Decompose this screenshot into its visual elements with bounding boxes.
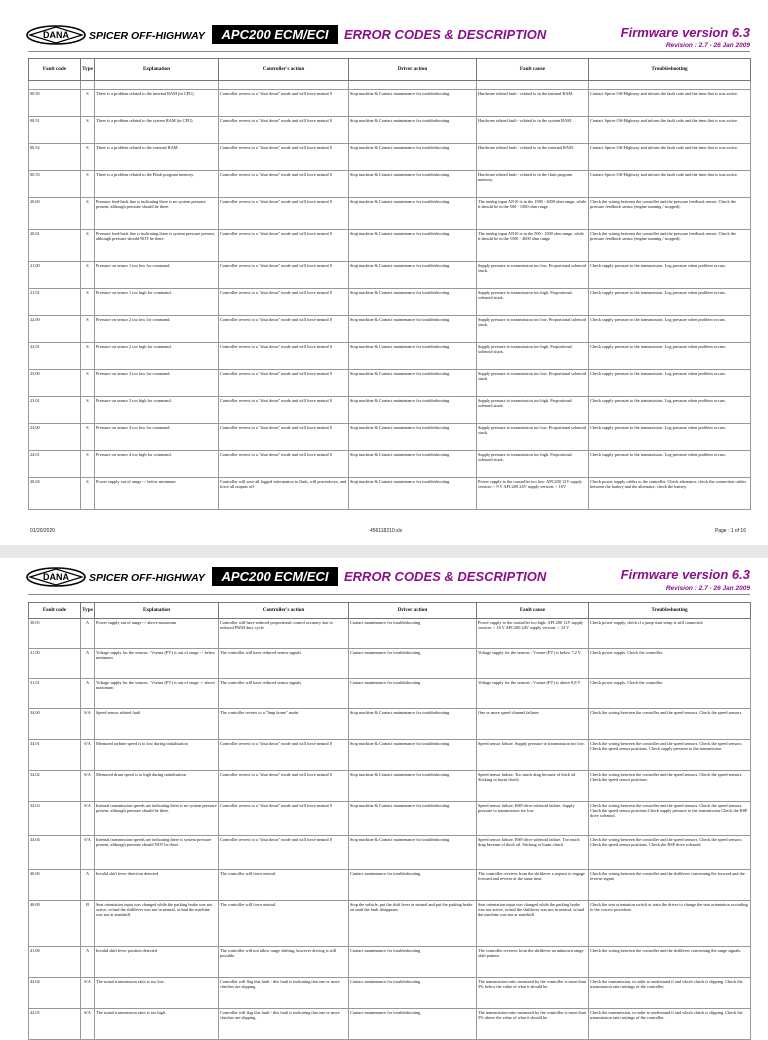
cell-troubleshooting: Check supply pressure to the transmission. Log pressure when problem occurs. <box>589 451 751 478</box>
cell-fault-cause: Power supply to the controller too low: APC200 12V supply version: < 9 V APC200 24V supply version: < 16V <box>477 478 589 510</box>
cell-controller-action: Controller reverts to a "shut down" mode and will force neutral 0 <box>219 370 349 397</box>
cell-troubleshooting: Check power supply. Check the controller. <box>589 679 751 709</box>
cell-fault-cause: The analog input AN10 is in the 1580 - 4000 ohm range, while it should be in the 500 - 1500 ohm range <box>477 198 589 230</box>
cell-controller-action: Controller reverts to a "shut down" mode and will force neutral 0 <box>219 740 349 771</box>
cell-type: S <box>81 316 95 343</box>
cell-controller-action: Controller will flag this fault - this fault is indicating that one or more clutches are slipping. <box>219 978 349 1009</box>
cell-driver-action: Stop machine & Contact maintenance for troubleshooting <box>349 424 477 451</box>
cell-fault-code: 41.06 <box>29 947 81 978</box>
cell-fault-code: 21.00 <box>29 262 81 289</box>
cell-fault-code: 00.51 <box>29 117 81 144</box>
cell-type: S <box>81 90 95 117</box>
page-header <box>0 0 768 48</box>
cell-fault-code: 00.50 <box>29 90 81 117</box>
cell-fault-cause: One or more speed channel failures <box>477 709 589 740</box>
cell-fault-cause: Speed sensor failure. Too much drag because of thick oil. Sticking or burnt clutch <box>477 771 589 802</box>
cell-fault-cause: Speed sensor failure. Supply pressure to transmission too low. <box>477 740 589 771</box>
dana-spicer-logo <box>26 566 210 588</box>
cell-explanation: The actual transmission ratio is too high. <box>95 1009 219 1040</box>
cell-troubleshooting: Check power supply cables to the controller. Check alternator, check the connection cables between the battery and the alternator, check the battery. <box>589 478 751 510</box>
cell-controller-action: Controller will save all logged information to flash, will powerdown, and force all outputs off <box>219 478 349 510</box>
cell-controller-action: Controller reverts to a "shut down" mode and will force neutral 0 <box>219 802 349 836</box>
cell-fault-cause: Supply pressure to transmission too low. Proportional solenoid stuck. <box>477 370 589 397</box>
col-fault-cause: Fault cause <box>477 603 589 619</box>
cell-explanation: There is a problem related to the external RAM. <box>95 144 219 171</box>
header-rule <box>28 51 750 52</box>
page-header <box>0 558 768 606</box>
dana-spicer-logo <box>26 24 210 46</box>
cell-fault-code: 24.00 <box>29 424 81 451</box>
cell-type: A <box>81 870 95 901</box>
cell-fault-cause: Voltage supply for the sensors : Vsense (FV) is above 8,8 V <box>477 679 589 709</box>
cell-troubleshooting: Contact Spicer Off-Highway and inform the fault code and the time that is was active. <box>589 117 751 144</box>
cell-fault-code: 42.05 <box>29 1009 81 1040</box>
cell-explanation: Pressure feed-back line is indicating there is no system pressure present, although pressure should be there. <box>95 198 219 230</box>
cell-explanation: Pressure on sensor 1 too high for command. <box>95 289 219 316</box>
table-row <box>29 740 751 771</box>
cell-controller-action: Controller reverts to a "shut down" mode and will force neutral 0 <box>219 198 349 230</box>
cell-troubleshooting: Check power supply, check if a jump start setup is still connected. <box>589 619 751 649</box>
cell-controller-action: Controller reverts to a "shut down" mode and will force neutral 0 <box>219 836 349 870</box>
cell-driver-action: Stop machine & Contact maintenance for troubleshooting <box>349 289 477 316</box>
cell-explanation: Internal transmission speeds are indicating there is no system pressure present, although pressure should be there. <box>95 802 219 836</box>
cell-explanation: There is a problem related to the system RAM (in CPU). <box>95 117 219 144</box>
cell-troubleshooting: Check the wiring between the controller and the speed sensors. Check the speed sensors. Check the speed sensor positions.Check supply pressure to the transmission.Check the RSP drive solenoid. <box>589 802 751 836</box>
col-explanation: Explanation <box>95 59 219 81</box>
cell-type: A <box>81 649 95 679</box>
cell-driver-action: Stop machine & Contact maintenance for troubleshooting <box>349 316 477 343</box>
cell-explanation: Power supply out of range -> below minimum <box>95 478 219 510</box>
table-row <box>29 478 751 510</box>
cell-controller-action: Controller will have reduced proportional control accuracy due to reduced PWM duty cycle <box>219 619 349 649</box>
cell-fault-code: 42.04 <box>29 978 81 1009</box>
cell-fault-cause: Supply pressure to transmission too low. Proportional solenoid stuck. <box>477 424 589 451</box>
cell-fault-cause: Hardware related fault - related to in the system RAM. <box>477 117 589 144</box>
cell-troubleshooting: Check the seat orientation switch or train the driver to change the seat orientation according to the correct procedure. <box>589 901 751 947</box>
cell-driver-action: Stop machine & Contact maintenance for troubleshooting <box>349 198 477 230</box>
table-row <box>29 117 751 144</box>
cell-fault-code: 31.00 <box>29 649 81 679</box>
table-row <box>29 649 751 679</box>
error-codes-table <box>28 58 751 510</box>
cell-fault-code: 34.02 <box>29 771 81 802</box>
cell-fault-cause: The transmission ratio measured by the controller is more than 5% below the value of what it should be. <box>477 978 589 1009</box>
revision-label: Revision : 2.7 - 26 Jan 2009 <box>665 585 750 592</box>
cell-fault-cause: Hardware related fault - related to in the internal RAM. <box>477 90 589 117</box>
col-fault-code: Fault code <box>29 603 81 619</box>
table-row <box>29 870 751 901</box>
cell-driver-action: Contact maintenance for troubleshooting <box>349 1009 477 1040</box>
cell-troubleshooting: Check supply pressure to the transmission. Log pressure when problem occurs. <box>589 262 751 289</box>
table-row <box>29 230 751 262</box>
cell-fault-code: 24.01 <box>29 451 81 478</box>
cell-controller-action: Controller reverts to a "shut down" mode and will force neutral 0 <box>219 451 349 478</box>
cell-driver-action: Stop machine & Contact maintenance for troubleshooting <box>349 397 477 424</box>
cell-driver-action: Stop machine & Contact maintenance for troubleshooting <box>349 802 477 836</box>
footer-page: Page : 1 of 16 <box>714 528 746 534</box>
cell-explanation: Measured turbine speed is to low during initialisation <box>95 740 219 771</box>
cell-explanation: Voltage supply for the sensors : Vsense (FV) is out of range -> below minimum <box>95 649 219 679</box>
cell-type: S <box>81 343 95 370</box>
cell-fault-code: 23.01 <box>29 397 81 424</box>
model-badge: APC200 ECM/ECI <box>212 25 338 44</box>
table-row <box>29 171 751 198</box>
cell-fault-cause: Hardware related fault - related to in the external RAM. <box>477 144 589 171</box>
cell-fault-cause: Speed sensor failure, RSP drive solenoid failure. Supply pressure to transmission too low. <box>477 802 589 836</box>
cell-fault-code: 00.53 <box>29 171 81 198</box>
cell-controller-action: Controller reverts to a "shut down" mode and will force neutral 0 <box>219 117 349 144</box>
table-row <box>29 836 751 870</box>
error-codes-table <box>28 602 751 1040</box>
cell-type: S <box>81 478 95 510</box>
table-header-row <box>29 59 751 81</box>
table-row <box>29 451 751 478</box>
logo-brand-text: SPICER OFF-HIGHWAY <box>89 572 205 584</box>
cell-driver-action: Stop machine & Contact maintenance for troubleshooting <box>349 262 477 289</box>
cell-troubleshooting: Check supply pressure to the transmission. Log pressure when problem occurs. <box>589 316 751 343</box>
cell-troubleshooting: Check the wiring between the controller and the speed sensors. Check the speed sensors. Check the speed sensor positions. <box>589 771 751 802</box>
cell-troubleshooting: Check the wiring between the controller and the pressure feedback sensor. Check the pressure feedback sensor (engine running / stopped). <box>589 230 751 262</box>
cell-explanation: The actual transmission ratio is too low. <box>95 978 219 1009</box>
table-row <box>29 619 751 649</box>
table-row <box>29 679 751 709</box>
cell-driver-action: Contact maintenance for troubleshooting <box>349 870 477 901</box>
cell-controller-action: Controller reverts to a "shut down" mode and will force neutral 0 <box>219 397 349 424</box>
cell-explanation: There is a problem related to the internal RAM (in CPU). <box>95 90 219 117</box>
cell-type: S <box>81 289 95 316</box>
firmware-version: Firmware version 6.3 <box>620 25 750 40</box>
table-row <box>29 262 751 289</box>
cell-type: B <box>81 901 95 947</box>
cell-fault-code: 34.00 <box>29 709 81 740</box>
cell-driver-action: Stop machine & Contact maintenance for troubleshooting <box>349 144 477 171</box>
cell-driver-action: Contact maintenance for troubleshooting <box>349 649 477 679</box>
cell-controller-action: Controller reverts to a "shut down" mode and will force neutral 0 <box>219 424 349 451</box>
cell-explanation: Invalid shift lever position detected <box>95 947 219 978</box>
cell-troubleshooting: Check the wiring between the controller and the pressure feedback sensor. Check the pressure feedback sensor (engine running / stopped). <box>589 198 751 230</box>
cell-fault-cause: The transmission ratio measured by the controller is more than 5% above the value of what it should be. <box>477 1009 589 1040</box>
document-title: ERROR CODES & DESCRIPTION <box>344 27 547 42</box>
table-row <box>29 316 751 343</box>
col-explanation: Explanation <box>95 603 219 619</box>
cell-fault-cause: Speed sensor failure, RSP drive solenoid failure. Too much drag because of thick oil. Sticking or burnt clutch <box>477 836 589 870</box>
cell-fault-cause: Supply pressure to transmission too low. Proportional solenoid stuck. <box>477 262 589 289</box>
col-type: Type <box>81 603 95 619</box>
cell-type: S <box>81 117 95 144</box>
cell-troubleshooting: Check the wiring between the controller and the shiftlever concerning the forward and the reverse signal. <box>589 870 751 901</box>
cell-explanation: There is a problem related to the Flash program memory. <box>95 171 219 198</box>
cell-type: S/A <box>81 1009 95 1040</box>
col-troubleshooting: Troubleshooting <box>589 59 751 81</box>
cell-controller-action: Controller reverts to a "shut down" mode and will force neutral 0 <box>219 316 349 343</box>
col-fault-code: Fault code <box>29 59 81 81</box>
cell-explanation: Pressure feed-back line is indicating there is system pressure present, although pressure should NOT be there. <box>95 230 219 262</box>
cell-troubleshooting: Check the transmission, in order to understand if and which clutch is slipping. Check the transmission ratio settings of the controller. <box>589 978 751 1009</box>
table-row <box>29 370 751 397</box>
cell-troubleshooting: Contact Spicer Off-Highway and inform the fault code and the time that is was active. <box>589 171 751 198</box>
cell-fault-code: 30.05 <box>29 619 81 649</box>
cell-type: S/A <box>81 709 95 740</box>
cell-troubleshooting: Check supply pressure to the transmission. Log pressure when problem occurs. <box>589 343 751 370</box>
cell-fault-cause: The analog input AN10 is in the 500 - 1500 ohm range, while it should be in the 1500 - 4000 ohm range <box>477 230 589 262</box>
cell-troubleshooting: Check the wiring between the controller and the shiftlever concerning the range signals. <box>589 947 751 978</box>
cell-driver-action: Stop machine & Contact maintenance for troubleshooting <box>349 478 477 510</box>
cell-explanation: Seat orientation input was changed while the parking brake was not active, or/and the shiftlever was not in neutral, or/and the machine was not at standstill. <box>95 901 219 947</box>
table-row <box>29 289 751 316</box>
cell-type: S/A <box>81 771 95 802</box>
cell-troubleshooting: Check the transmission, in order to understand if and which clutch is slipping. Check the transmission ratio settings of the controller. <box>589 1009 751 1040</box>
cell-controller-action: Controller reverts to a "shut down" mode and will force neutral 0 <box>219 230 349 262</box>
cell-controller-action: The controller reverts to a "limp home" mode. <box>219 709 349 740</box>
cell-fault-cause: Supply pressure to transmission too high. Proportional solenoid stuck. <box>477 289 589 316</box>
cell-explanation: Invalid shift lever direction detected <box>95 870 219 901</box>
cell-type: S/A <box>81 740 95 771</box>
cell-fault-cause: Power supply to the controller too high: APC200 12V supply version: > 16 V APC200 24V supply version: > 32 V <box>477 619 589 649</box>
table-row <box>29 198 751 230</box>
cell-fault-cause: The controller receives from the shiftlever an unknown range shift pattern. <box>477 947 589 978</box>
table-row <box>29 424 751 451</box>
footer-date: 01/20/2020 <box>30 528 56 534</box>
cell-type: S <box>81 171 95 198</box>
cell-fault-code: 34.01 <box>29 740 81 771</box>
cell-driver-action: Stop machine & Contact maintenance for troubleshooting <box>349 740 477 771</box>
cell-explanation: Pressure on sensor 2 too low for command. <box>95 316 219 343</box>
cell-controller-action: Controller reverts to a "shut down" mode and will force neutral 0 <box>219 144 349 171</box>
cell-driver-action: Stop machine & Contact maintenance for troubleshooting <box>349 836 477 870</box>
col-troubleshooting: Troubleshooting <box>589 603 751 619</box>
cell-driver-action: Stop machine & Contact maintenance for troubleshooting <box>349 117 477 144</box>
cell-driver-action: Stop machine & Contact maintenance for troubleshooting <box>349 90 477 117</box>
cell-explanation: Power supply out of range -> above maximum <box>95 619 219 649</box>
cell-type: S <box>81 144 95 171</box>
cell-fault-cause: Seat orientation input was changed while the parking brake was not active, or/and the shiftlever was not in neutral, or/and the machine was not at standstill <box>477 901 589 947</box>
cell-type: A <box>81 619 95 649</box>
cell-controller-action: The controller will not allow range shifting, however driving is still possible. <box>219 947 349 978</box>
cell-controller-action: Controller reverts to a "shut down" mode and will force neutral 0 <box>219 171 349 198</box>
cell-controller-action: Controller will flag this fault - this fault is indicating that one or more clutches are slipping. <box>219 1009 349 1040</box>
cell-type: S <box>81 262 95 289</box>
table-header-row <box>29 603 751 619</box>
cell-fault-code: 40.06 <box>29 870 81 901</box>
table-row <box>29 802 751 836</box>
cell-fault-code: 34.04 <box>29 836 81 870</box>
cell-type: A <box>81 679 95 709</box>
col-driver-action: Driver action <box>349 59 477 81</box>
firmware-version: Firmware version 6.3 <box>620 567 750 582</box>
col-controller-action: Controller's action <box>219 59 349 81</box>
cell-fault-code: 31.01 <box>29 679 81 709</box>
cell-troubleshooting: Check supply pressure to the transmission. Log pressure when problem occurs. <box>589 424 751 451</box>
cell-fault-cause: Hardware related fault - related to in the flash program memory. <box>477 171 589 198</box>
cell-explanation: Pressure on sensor 1 too low for command. <box>95 262 219 289</box>
cell-fault-cause: Voltage supply for the sensors : Vsense (FV) is below 7,2 V <box>477 649 589 679</box>
col-type: Type <box>81 59 95 81</box>
cell-fault-code: 21.01 <box>29 289 81 316</box>
cell-type: S <box>81 230 95 262</box>
cell-troubleshooting: Check supply pressure to the transmission. Log pressure when problem occurs. <box>589 370 751 397</box>
cell-troubleshooting: Check supply pressure to the transmission. Log pressure when problem occurs. <box>589 397 751 424</box>
col-controller-action: Controller's action <box>219 603 349 619</box>
cell-explanation: Pressure on sensor 2 too high for command. <box>95 343 219 370</box>
cell-controller-action: Controller reverts to a "shut down" mode and will force neutral 0 <box>219 289 349 316</box>
cell-type: A <box>81 947 95 978</box>
cell-driver-action: Contact maintenance for troubleshooting <box>349 619 477 649</box>
table-row <box>29 901 751 947</box>
cell-fault-code: 23.00 <box>29 370 81 397</box>
table-row <box>29 771 751 802</box>
header-rule <box>28 594 750 595</box>
cell-fault-cause: Supply pressure to transmission too low. Proportional solenoid stuck. <box>477 316 589 343</box>
cell-driver-action: Stop machine & Contact maintenance for troubleshooting <box>349 771 477 802</box>
cell-troubleshooting: Check power supply. Check the controller. <box>589 649 751 679</box>
logo-brand-text: SPICER OFF-HIGHWAY <box>89 30 205 42</box>
cell-fault-cause: Supply pressure to transmission too high. Proportional solenoid stuck. <box>477 397 589 424</box>
col-fault-cause: Fault cause <box>477 59 589 81</box>
cell-explanation: Pressure on sensor 3 too high for command. <box>95 397 219 424</box>
cell-driver-action: Stop machine & Contact maintenance for troubleshooting <box>349 230 477 262</box>
cell-explanation: Pressure on sensor 4 too high for command. <box>95 451 219 478</box>
model-badge: APC200 ECM/ECI <box>212 567 338 586</box>
cell-fault-cause: The controller receives from the shiftlever a request to engage forward and reverse at the same time. <box>477 870 589 901</box>
cell-explanation: Measured drum speed is to high during initialisation <box>95 771 219 802</box>
table-row <box>29 709 751 740</box>
cell-fault-code: 30.04 <box>29 478 81 510</box>
cell-driver-action: Stop machine & Contact maintenance for troubleshooting <box>349 370 477 397</box>
cell-troubleshooting: Check the wiring between the controller and the speed sensors. Check the speed sensors. Check the speed sensor positions. Check the RSP drive solenoid. <box>589 836 751 870</box>
cell-explanation: Pressure on sensor 3 too low for command. <box>95 370 219 397</box>
cell-type: S <box>81 397 95 424</box>
cell-controller-action: Controller reverts to a "shut down" mode and will force neutral 0 <box>219 771 349 802</box>
cell-type: S/A <box>81 836 95 870</box>
document-title: ERROR CODES & DESCRIPTION <box>344 569 547 584</box>
cell-explanation: Pressure on sensor 4 too low for command. <box>95 424 219 451</box>
cell-explanation: Internal transmission speeds are indicating there is system pressure present, although pressure should NOT be there. <box>95 836 219 870</box>
cell-driver-action: Stop the vehicle, put the shift lever in neutral and put the parking brake on until the fault disappears. <box>349 901 477 947</box>
cell-fault-code: 22.00 <box>29 316 81 343</box>
table-row <box>29 343 751 370</box>
footer-file: 456118210.xls <box>370 528 403 534</box>
cell-troubleshooting: Contact Spicer Off-Highway and inform the fault code and the time that is was active. <box>589 90 751 117</box>
spacer-row <box>29 81 751 90</box>
cell-driver-action: Stop machine & Contact maintenance for troubleshooting <box>349 709 477 740</box>
cell-type: S <box>81 370 95 397</box>
cell-troubleshooting: Check the wiring between the controller and the speed sensors. Check the speed sensors. <box>589 709 751 740</box>
cell-fault-code: 40.08 <box>29 901 81 947</box>
cell-troubleshooting: Check supply pressure to the transmission. Log pressure when problem occurs. <box>589 289 751 316</box>
cell-controller-action: Controller reverts to a "shut down" mode and will force neutral 0 <box>219 90 349 117</box>
cell-type: S/A <box>81 802 95 836</box>
cell-type: S <box>81 424 95 451</box>
cell-fault-cause: Supply pressure to transmission too high. Proportional solenoid stuck. <box>477 451 589 478</box>
cell-fault-code: 00.52 <box>29 144 81 171</box>
table-row <box>29 947 751 978</box>
page-separator <box>0 545 768 558</box>
table-row <box>29 90 751 117</box>
table-row <box>29 144 751 171</box>
cell-controller-action: The controller will force neutral. <box>219 901 349 947</box>
cell-type: S <box>81 198 95 230</box>
cell-controller-action: Controller reverts to a "shut down" mode and will force neutral 0 <box>219 343 349 370</box>
cell-troubleshooting: Check the wiring between the controller and the speed sensors. Check the speed sensors. Check the speed sensor positions. Check supply pressure to the transmission <box>589 740 751 771</box>
cell-type: S/A <box>81 978 95 1009</box>
cell-fault-code: 20.61 <box>29 230 81 262</box>
logo-dana-text: DANA <box>43 572 69 582</box>
table-row <box>29 397 751 424</box>
cell-driver-action: Contact maintenance for troubleshooting <box>349 947 477 978</box>
table-row <box>29 1009 751 1040</box>
cell-fault-code: 22.01 <box>29 343 81 370</box>
col-driver-action: Driver action <box>349 603 477 619</box>
cell-controller-action: The controller will have reduced sensor signals <box>219 679 349 709</box>
cell-driver-action: Stop machine & Contact maintenance for troubleshooting <box>349 451 477 478</box>
cell-troubleshooting: Contact Spicer Off-Highway and inform the fault code and the time that is was active. <box>589 144 751 171</box>
cell-controller-action: The controller will have reduced sensor signals <box>219 649 349 679</box>
cell-driver-action: Contact maintenance for troubleshooting <box>349 978 477 1009</box>
cell-controller-action: The controller will force neutral. <box>219 870 349 901</box>
cell-explanation: Voltage supply for the sensors : Vsense (FV) is out of range -> above maximum <box>95 679 219 709</box>
logo-dana-text: DANA <box>43 30 69 40</box>
cell-fault-code: 20.60 <box>29 198 81 230</box>
cell-type: S <box>81 451 95 478</box>
table-row <box>29 978 751 1009</box>
cell-driver-action: Contact maintenance for troubleshooting <box>349 679 477 709</box>
cell-driver-action: Stop machine & Contact maintenance for troubleshooting <box>349 343 477 370</box>
document-page-2 <box>0 558 768 1024</box>
cell-driver-action: Stop machine & Contact maintenance for troubleshooting <box>349 171 477 198</box>
revision-label: Revision : 2.7 - 26 Jan 2009 <box>665 42 750 49</box>
cell-explanation: Speed sensor related fault <box>95 709 219 740</box>
cell-fault-cause: Supply pressure to transmission too high. Proportional solenoid stuck. <box>477 343 589 370</box>
cell-fault-code: 34.03 <box>29 802 81 836</box>
cell-controller-action: Controller reverts to a "shut down" mode and will force neutral 0 <box>219 262 349 289</box>
